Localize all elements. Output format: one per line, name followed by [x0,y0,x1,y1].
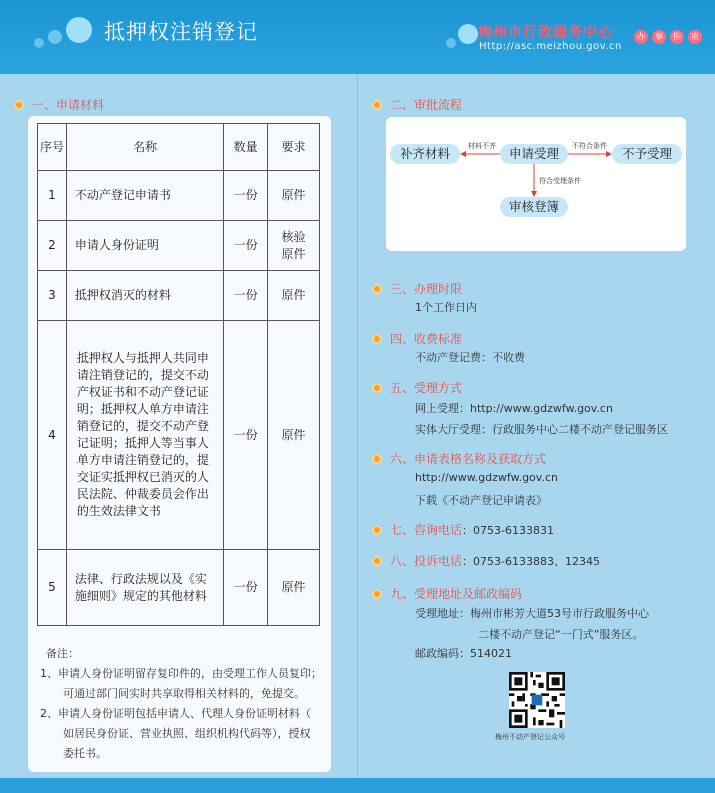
section-fee-title: 四、收费标准 [372,330,462,347]
col-name: 名称 [66,124,223,171]
table-row [38,550,320,626]
flow-node-supplement: 补齐材料 [390,144,460,164]
row-name: 抵押权人与抵押人共同申请注销登记的，提交不动产权证书和不动产登记证明；抵押权人单方申请注销登记的，提交不动产登记证明；抵押人等当事人单方申请注销登记的，提交证实抵押权已消灭的人民法院、仲裁委员会作出的生效法律文书 [66,321,223,550]
brand-name: 梅州市行政服务中心 [478,25,613,41]
guide-pill: 指 [670,30,684,44]
page-title: 抵押权注销登记 [104,20,258,44]
flow-label-incomplete: 材料不齐 [468,142,496,150]
row-req: 原件 [268,321,320,550]
flow-node-register: 审核登簿 [500,197,568,217]
note-line: 1、申请人身份证明留存复印件的，由受理工作人员复印； [40,667,322,680]
flow-label-nonconform: 不符合条件 [572,142,607,150]
method-online: 网上受理：http://www.gdzwfw.gov.cn [415,402,613,415]
row-name: 申请人身份证明 [66,221,223,271]
section-complaint-title: 八、投诉电话 ：0753-6133883、12345 [372,552,600,569]
row-req: 原件 [268,171,320,221]
brand-url: Http://asc.meizhou.gov.cn [479,41,622,52]
row-name: 法律、行政法规以及《实施细则》规定的其他材料 [66,550,223,626]
note-line: 如居民身份证、营业执照、组织机构代码等），授权 [63,727,311,740]
table-row [38,171,320,221]
row-qty: 一份 [224,171,268,221]
form-url: http://www.gdzwfw.gov.cn [415,471,558,484]
decor-dot [446,38,456,48]
bullet-icon [372,556,382,566]
fold-line [357,74,358,778]
col-req: 要求 [268,124,320,171]
address-line2: 二楼不动产登记“一门式”服务区。 [478,628,644,641]
section-time-title: 三、办理时限 [372,280,462,297]
fee-value: 不动产登记费：不收费 [415,351,525,364]
section-flow-title: 二、审批流程 [372,96,462,113]
row-no: 3 [38,271,67,321]
table-row [38,321,320,550]
bullet-icon [372,100,382,110]
section-address-title: 九、受理地址及邮政编码 [372,585,522,602]
row-qty: 一份 [224,221,268,271]
bullet-icon [372,334,382,344]
form-download: 下载《不动产登记申请表》 [415,494,547,507]
row-no: 1 [38,171,67,221]
bullet-icon [372,454,382,464]
guide-pill: 办 [634,30,648,44]
row-name: 不动产登记申请书 [66,171,223,221]
bullet-icon [372,589,382,599]
phone-value: ：0753-6133831 [462,523,554,537]
address-line1: 受理地址：梅州市彬芳大道53号市行政服务中心 [415,607,649,620]
header-banner [0,0,715,74]
note-line: 2、申请人身份证明包括申请人、代理人身份证明材料（ [40,707,311,720]
guide-pill: 事 [652,30,666,44]
row-no: 2 [38,221,67,271]
note-line: 委托书。 [63,747,107,760]
method-hall: 实体大厅受理：行政服务中心二楼不动产登记服务区 [415,423,668,436]
bullet-icon [372,525,382,535]
row-name: 抵押权消灭的材料 [66,271,223,321]
note-line: 可通过部门间实时共享取得相关材料的，免提交。 [63,687,305,700]
decor-dot [48,30,62,44]
row-req: 原件 [268,550,320,626]
row-no: 5 [38,550,67,626]
postal-code: 邮政编码：514021 [415,647,512,660]
guide-pill: 南 [688,30,702,44]
section-form-title: 六、申请表格名称及获取方式 [372,450,546,467]
row-qty: 一份 [224,321,268,550]
col-qty: 数量 [224,124,268,171]
materials-table [37,123,320,626]
notes-title: 备注： [46,647,79,660]
section-materials-title: 一、申请材料 [14,96,104,113]
complaint-value: ：0753-6133883、12345 [462,554,600,568]
flow-label-conform: 符合受理条件 [539,177,581,185]
qr-caption: 梅州不动产登记公众号 [495,733,565,741]
flow-arrows [386,117,686,251]
bullet-icon [372,284,382,294]
notes-block [40,644,331,764]
time-value: 1个工作日内 [415,301,477,314]
decor-dot [34,38,44,48]
row-qty: 一份 [224,550,268,626]
footer-bar [0,778,715,793]
row-qty: 一份 [224,271,268,321]
qr-code-icon [509,672,565,728]
flow-node-accept: 申请受理 [500,144,568,164]
decor-dot [66,17,92,43]
section-method-title: 五、受理方式 [372,379,462,396]
table-row [38,271,320,321]
col-no: 序号 [38,124,67,171]
table-row [38,221,320,271]
row-req: 原件 [268,271,320,321]
decor-dot [458,24,478,44]
bullet-icon [14,100,24,110]
flow-diagram [386,117,686,251]
row-req: 核验原件 [268,221,320,271]
section-phone-title: 七、咨询电话 ：0753-6133831 [372,521,554,538]
row-no: 4 [38,321,67,550]
bullet-icon [372,383,382,393]
flow-node-reject: 不予受理 [612,144,682,164]
table-header [38,124,320,171]
